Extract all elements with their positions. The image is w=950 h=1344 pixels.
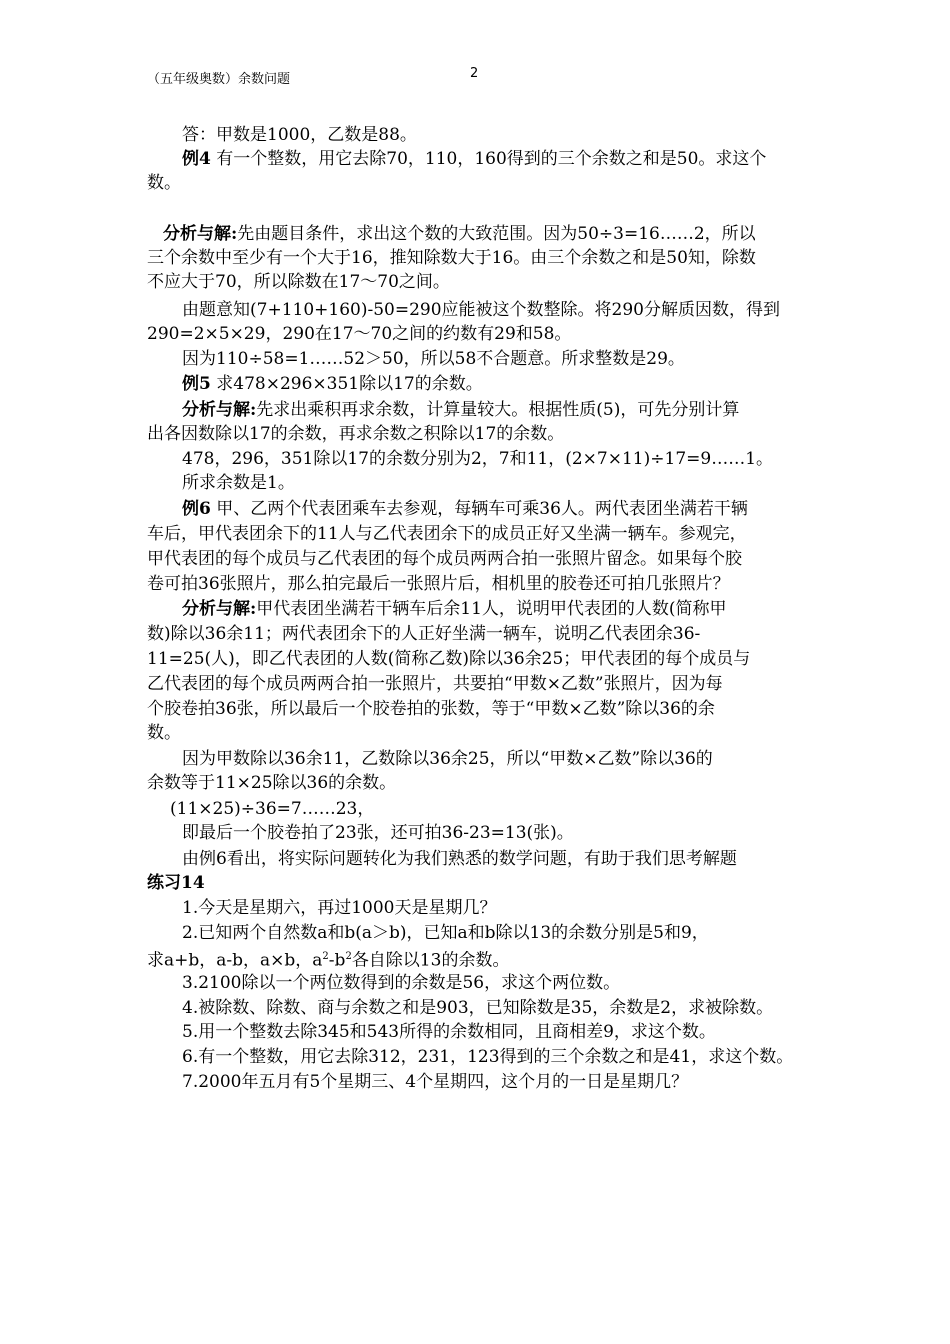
running-header: （五年级奥数）余数问题: [147, 72, 291, 87]
text-line: 即最后一个胶卷拍了23张，还可拍36-23=13(张)。: [182, 823, 574, 843]
example-4-line: 例4 有一个整数，用它去除70，110，160得到的三个余数之和是50。求这个: [182, 149, 767, 169]
analysis-label: 分析与解:: [163, 224, 238, 244]
analysis-line: 分析与解:甲代表团坐满若干辆车后余11人，说明甲代表团的人数(简称甲: [182, 599, 727, 619]
text-line: 不应大于70，所以除数在17～70之间。: [147, 272, 450, 292]
text-line: 车后，甲代表团余下的11人与乙代表团余下的成员正好又坐满一辆车。参观完，: [147, 524, 747, 544]
exercise-item: 6.有一个整数，用它去除312，231，123得到的三个余数之和是41，求这个数。: [182, 1047, 794, 1067]
text-line: 数)除以36余11；两代表团余下的人正好坐满一辆车，说明乙代表团余36-: [147, 624, 701, 644]
analysis-label: 分析与解:: [182, 400, 257, 420]
example-6-line: 例6 甲、乙两个代表团乘车去参观，每辆车可乘36人。两代表团坐满若干辆: [182, 499, 748, 519]
text-line: 个胶卷拍36张，所以最后一个胶卷拍的张数，等于“甲数×乙数”除以36的余: [147, 699, 715, 719]
text-line: 因为甲数除以36余11，乙数除以36余25，所以“甲数×乙数”除以36的: [182, 749, 713, 769]
text-line: 出各因数除以17的余数，再求余数之积除以17的余数。: [147, 424, 565, 444]
example-5-line: 例5 求478×296×351除以17的余数。: [182, 374, 483, 394]
example-label: 例5: [182, 374, 211, 394]
text-line: 所求余数是1。: [182, 473, 295, 493]
text-line: 三个余数中至少有一个大于16，推知除数大于16。由三个余数之和是50知，除数: [147, 248, 756, 268]
text-line: 乙代表团的每个成员两两合拍一张照片，共要拍“甲数×乙数”张照片，因为每: [147, 674, 723, 694]
text-line: (11×25)÷36=7……23，: [170, 799, 375, 819]
exercise-item: 5.用一个整数去除345和543所得的余数相同，且商相差9，求这个数。: [182, 1022, 716, 1042]
text-line: 由题意知(7+110+160)-50=290应能被这个数整除。将290分解质因数，得到: [182, 300, 780, 320]
exercise-item: 3.2100除以一个两位数得到的余数是56，求这个两位数。: [182, 973, 621, 993]
text-line: 数。: [147, 723, 181, 743]
page-number: 2: [470, 66, 479, 81]
exercise-item: 1.今天是星期六，再过1000天是星期几？: [182, 898, 497, 918]
text-line: 答：甲数是1000，乙数是88。: [182, 125, 417, 145]
text-line: 290=2×5×29，290在17～70之间的约数有29和58。: [147, 324, 572, 344]
exercise-item-continuation: 求a+b，a-b，a×b，$a^2-b^2$各自除以13的余数。: [147, 950, 510, 971]
example-label: 例4: [182, 149, 211, 169]
example-label: 例6: [182, 499, 211, 519]
text-line: 478，296，351除以17的余数分别为2，7和11，(2×7×11)÷17=9……1。: [182, 449, 774, 469]
text-line: 余数等于11×25除以36的余数。: [147, 773, 397, 793]
text-line: 由例6看出，将实际问题转化为我们熟悉的数学问题，有助于我们思考解题: [182, 849, 737, 869]
analysis-label: 分析与解:: [182, 599, 257, 619]
analysis-line: 分析与解:先求出乘积再求余数，计算量较大。根据性质(5)，可先分别计算: [182, 400, 740, 420]
text-line: 数。: [147, 173, 181, 193]
exercise-item: 7.2000年五月有5个星期三、4个星期四，这个月的一日是星期几？: [182, 1072, 689, 1092]
exercise-item: 2.已知两个自然数a和b(a＞b)，已知a和b除以13的余数分别是5和9，: [182, 923, 709, 943]
text-line: 因为110÷58=1……52＞50，所以58不合题意。所求整数是29。: [182, 349, 685, 369]
text-line: 11=25(人)，即乙代表团的人数(简称乙数)除以36余25；甲代表团的每个成员与: [147, 649, 751, 669]
analysis-line: 分析与解:先由题目条件，求出这个数的大致范围。因为50÷3=16……2，所以: [163, 224, 756, 244]
text-line: 卷可拍36张照片，那么拍完最后一张照片后，相机里的胶卷还可拍几张照片？: [147, 574, 730, 594]
exercise-heading: 练习14: [147, 873, 205, 893]
exercise-item: 4.被除数、除数、商与余数之和是903，已知除数是35，余数是2，求被除数。: [182, 998, 774, 1018]
text-line: 甲代表团的每个成员与乙代表团的每个成员两两合拍一张照片留念。如果每个胶: [147, 549, 742, 569]
